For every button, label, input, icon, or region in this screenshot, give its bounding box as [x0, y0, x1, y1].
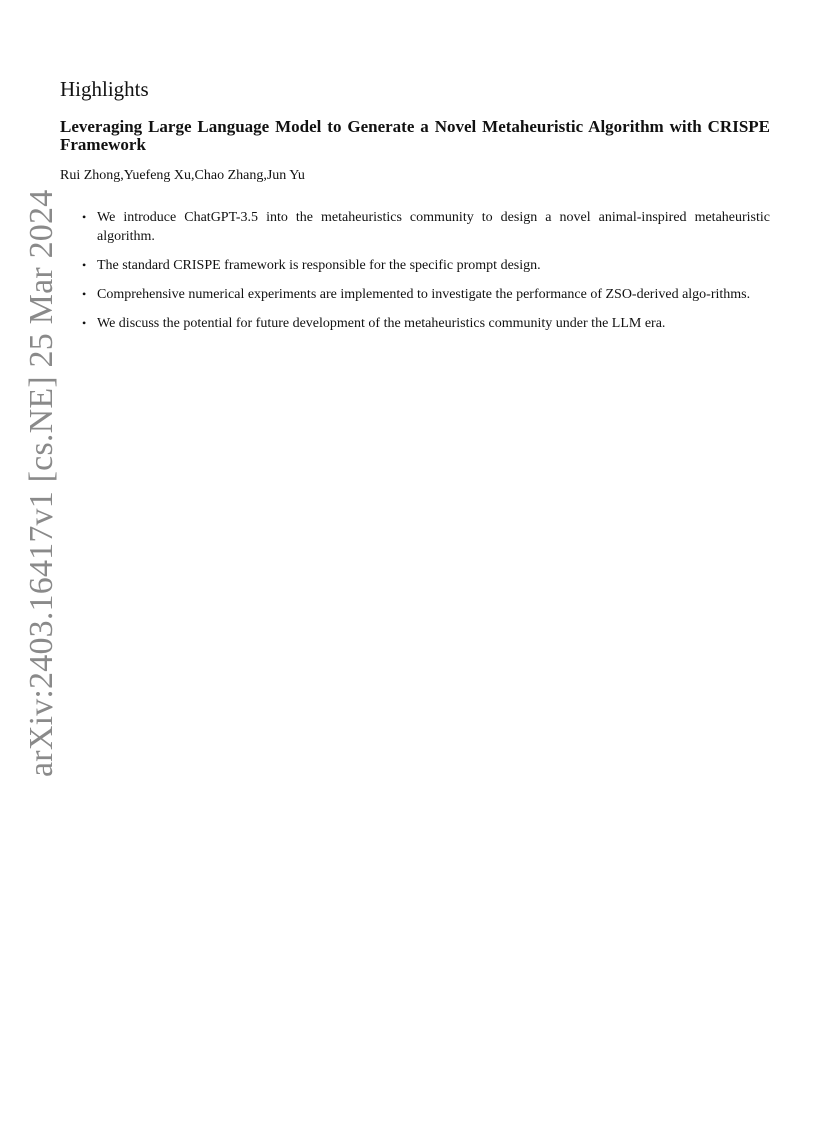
- bullet-icon: •: [82, 287, 87, 301]
- paper-title: Leveraging Large Language Model to Generate a Novel Metaheuristic Algorithm with CRISPE Framework: [60, 117, 770, 154]
- highlight-item: [82, 314, 770, 333]
- highlight-item: [82, 285, 770, 304]
- highlight-text: The standard CRISPE framework is responsible for the specific prompt design.: [97, 258, 541, 273]
- author-list: Rui Zhong,Yuefeng Xu,Chao Zhang,Jun Yu: [60, 168, 305, 183]
- highlight-text: We introduce ChatGPT-3.5 into the metaheuristics community to design a novel animal-inspired metaheuristic algorithm.: [97, 210, 770, 244]
- highlight-text: We discuss the potential for future development of the metaheuristics community under the LLM era.: [97, 316, 666, 331]
- highlights-list: [60, 208, 770, 333]
- bullet-icon: •: [82, 210, 87, 224]
- highlight-item: [82, 208, 770, 246]
- arxiv-identifier-stamp: arXiv:2403.16417v1 [cs.NE] 25 Mar 2024: [23, 189, 60, 777]
- highlight-text: Comprehensive numerical experiments are implemented to investigate the performance of ZSO-derived algo-rithms.: [97, 287, 751, 302]
- highlight-item: [82, 256, 770, 275]
- section-heading: Highlights: [60, 77, 149, 101]
- bullet-icon: •: [82, 316, 87, 330]
- highlights-page: [60, 74, 770, 343]
- bullet-icon: •: [82, 258, 87, 272]
